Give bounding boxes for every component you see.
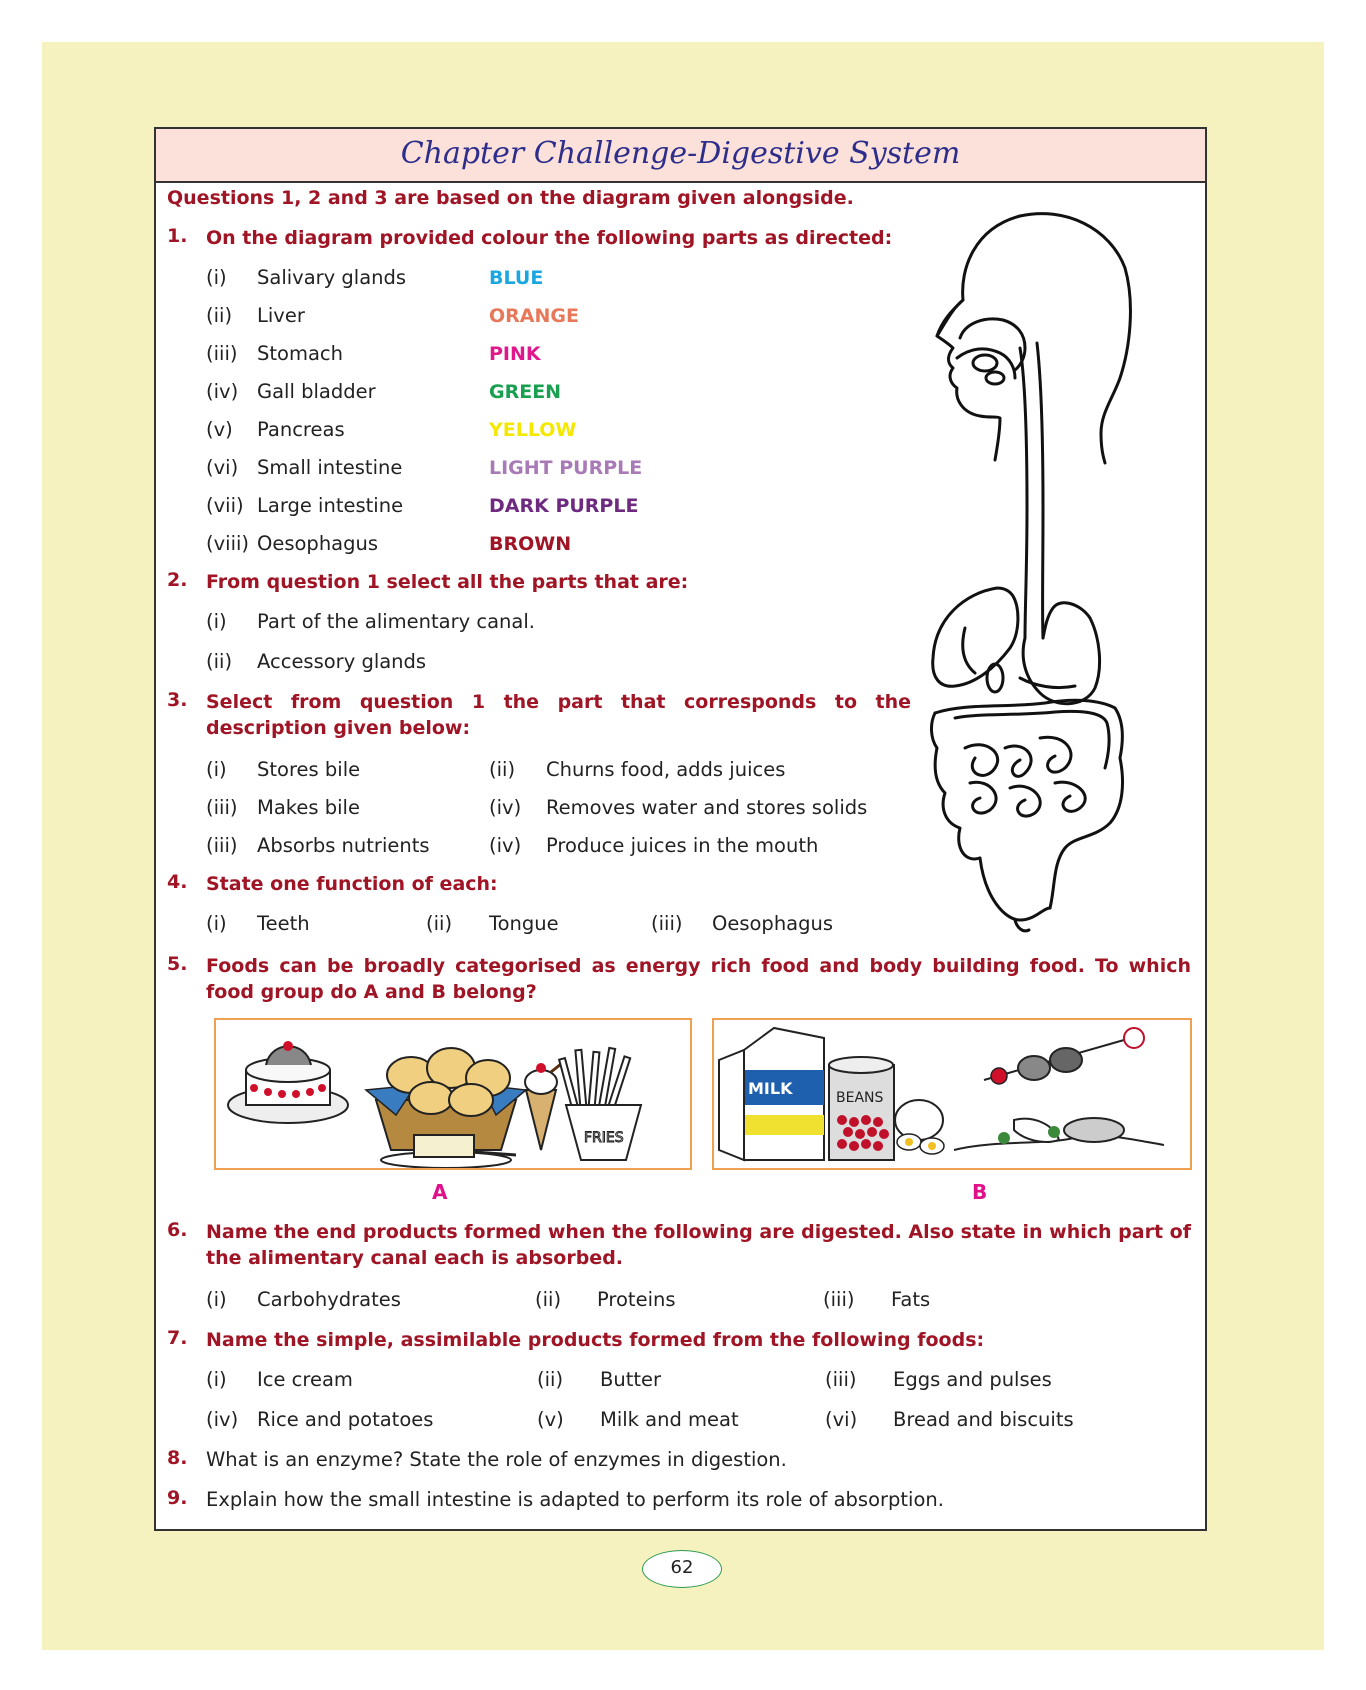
q7-item-text: Butter	[600, 1368, 662, 1391]
q3-text: Select from question 1 the part that corresponds to the description given below:	[206, 691, 911, 739]
ice-cream-cone-illustration	[525, 1060, 566, 1150]
q7-number: 7.	[167, 1327, 188, 1349]
q1-item-part: Salivary glands	[257, 266, 407, 289]
q6-item-text: Carbohydrates	[257, 1288, 401, 1311]
q1-item-number: (iii)	[206, 342, 238, 365]
meat-and-seafood-illustration	[954, 1028, 1164, 1150]
page-number: 62	[642, 1550, 722, 1588]
q7-item-text: Milk and meat	[600, 1408, 739, 1431]
q1-item-part: Large intestine	[257, 494, 404, 517]
q1-item-number: (i)	[206, 266, 227, 289]
q1-item-number: (vi)	[206, 456, 239, 479]
q4-item-number: (i)	[206, 912, 227, 935]
beans-label: BEANS	[836, 1090, 884, 1106]
food-group-a-image	[214, 1018, 692, 1170]
q2-item-text: Accessory glands	[257, 650, 427, 673]
q1-item-colour: BROWN	[489, 533, 572, 555]
energy-food-illustration	[216, 1020, 690, 1168]
q1-item-part: Stomach	[257, 342, 343, 365]
q5-number: 5.	[167, 953, 188, 975]
q1-item-number: (ii)	[206, 304, 233, 327]
q6-item-number: (ii)	[535, 1288, 562, 1311]
q2-number: 2.	[167, 569, 188, 591]
q6-text: Name the end products formed when the following are digested. Also state in which part of the alimentary canal each is absorbed.	[206, 1221, 1191, 1269]
q7-item-text: Bread and biscuits	[893, 1408, 1074, 1431]
q3-number: 3.	[167, 689, 188, 711]
title-bar	[156, 129, 1205, 183]
q4-item-number: (ii)	[426, 912, 453, 935]
body-building-food-illustration	[714, 1020, 1190, 1168]
digestive-system-diagram	[925, 208, 1145, 938]
q4-item-number: (iii)	[651, 912, 683, 935]
small-intestine-coil	[1005, 746, 1031, 776]
salivary-gland	[986, 372, 1004, 384]
q9-number: 9.	[167, 1487, 188, 1509]
q1-item-part: Gall bladder	[257, 380, 376, 403]
q3-number-a: (i)	[206, 758, 227, 781]
q1-item-number: (vii)	[206, 494, 244, 517]
rectum	[980, 858, 1050, 920]
q7-item-number: (vi)	[825, 1408, 858, 1431]
q4-number: 4.	[167, 871, 188, 893]
q7-text: Name the simple, assimilable products formed from the following foods:	[206, 1329, 985, 1351]
eggs-illustration	[895, 1100, 944, 1154]
q1-item-colour: PINK	[489, 343, 541, 365]
q6-item-number: (i)	[206, 1288, 227, 1311]
q7-item-number: (iii)	[825, 1368, 857, 1391]
small-intestine-coil	[1055, 782, 1085, 811]
q1-item-number: (v)	[206, 418, 233, 441]
q3-number-b: (iv)	[489, 834, 522, 857]
q1-item-number: (viii)	[206, 532, 250, 555]
group-a-label: A	[432, 1180, 448, 1204]
q5-text: Foods can be broadly categorised as energy rich food and body building food. To which food group do A and B belong?	[206, 955, 1191, 1003]
bread-basket-illustration	[366, 1048, 526, 1168]
q3-number-a: (iii)	[206, 796, 238, 819]
q1-text: On the diagram provided colour the following parts as directed:	[206, 227, 893, 249]
french-fries-illustration	[559, 1048, 641, 1160]
q1-item-colour: DARK PURPLE	[489, 495, 639, 517]
q3-description-a: Absorbs nutrients	[257, 834, 430, 857]
q9-text: Explain how the small intestine is adapted to perform its role of absorption.	[206, 1488, 944, 1511]
q1-item-colour: BLUE	[489, 267, 544, 289]
q7-item-text: Eggs and pulses	[893, 1368, 1052, 1391]
q4-item-text: Tongue	[489, 912, 559, 935]
small-intestine-coil	[970, 782, 996, 813]
beans-can-illustration	[829, 1057, 894, 1160]
q6-item-text: Fats	[891, 1288, 931, 1311]
oesophagus-left	[1020, 348, 1027, 638]
q6-item-number: (iii)	[823, 1288, 855, 1311]
q1-item-colour: LIGHT PURPLE	[489, 457, 643, 479]
q7-item-number: (ii)	[537, 1368, 564, 1391]
q4-text: State one function of each:	[206, 873, 498, 895]
q4-item-text: Teeth	[257, 912, 310, 935]
mouth-cavity	[960, 319, 1025, 370]
cake-illustration	[228, 1041, 348, 1123]
q2-item-text: Part of the alimentary canal.	[257, 610, 535, 633]
q1-item-number: (iv)	[206, 380, 239, 403]
q7-item-number: (i)	[206, 1368, 227, 1391]
q1-item-colour: ORANGE	[489, 305, 579, 327]
q1-item-colour: GREEN	[489, 381, 562, 403]
q6-item-text: Proteins	[597, 1288, 676, 1311]
q1-number: 1.	[167, 225, 188, 247]
q1-item-part: Pancreas	[257, 418, 345, 441]
large-intestine-ascending	[931, 713, 980, 859]
intro-text: Questions 1, 2 and 3 are based on the diagram given alongside.	[167, 187, 854, 209]
q6-number: 6.	[167, 1219, 188, 1241]
tongue	[957, 349, 1015, 378]
fries-label: FRIES	[584, 1130, 624, 1146]
q2-item-number: (i)	[206, 610, 227, 633]
q3-description-b: Churns food, adds juices	[546, 758, 786, 781]
page-title: Chapter Challenge-Digestive System	[400, 136, 961, 171]
salivary-gland	[973, 355, 997, 371]
q3-number-b: (iv)	[489, 796, 522, 819]
q1-item-colour: YELLOW	[489, 419, 577, 441]
q3-description-a: Stores bile	[257, 758, 361, 781]
face-outline	[937, 300, 1000, 460]
group-b-label: B	[972, 1180, 988, 1204]
oesophagus-right	[1037, 343, 1043, 638]
small-intestine-coil	[1040, 737, 1071, 772]
q4-item-text: Oesophagus	[712, 912, 834, 935]
q1-item-part: Oesophagus	[257, 532, 379, 555]
q1-item-part: Small intestine	[257, 456, 403, 479]
q8-number: 8.	[167, 1447, 188, 1469]
q3-description-b: Removes water and stores solids	[546, 796, 868, 819]
small-intestine-coil	[1010, 786, 1040, 816]
q3-description-b: Produce juices in the mouth	[546, 834, 819, 857]
q7-item-number: (v)	[537, 1408, 564, 1431]
q3-number-b: (ii)	[489, 758, 516, 781]
q7-item-number: (iv)	[206, 1408, 239, 1431]
q2-text: From question 1 select all the parts that are:	[206, 571, 689, 593]
q1-item-part: Liver	[257, 304, 305, 327]
q2-item-number: (ii)	[206, 650, 233, 673]
q3-description-a: Makes bile	[257, 796, 360, 819]
milk-label: MILK	[748, 1079, 793, 1098]
q7-item-text: Rice and potatoes	[257, 1408, 434, 1431]
q8-text: What is an enzyme? State the role of enzymes in digestion.	[206, 1448, 787, 1471]
large-intestine-descending	[1050, 758, 1123, 908]
gall-bladder	[987, 664, 1003, 692]
milk-carton-illustration	[719, 1028, 824, 1160]
small-intestine-coil	[965, 745, 998, 776]
large-intestine-transverse	[935, 700, 1122, 758]
head-outline	[937, 214, 1130, 463]
anus	[1015, 920, 1029, 931]
liver-lobe	[963, 628, 975, 673]
q7-item-text: Ice cream	[257, 1368, 353, 1391]
food-group-b-image	[712, 1018, 1192, 1170]
q3-number-a: (iii)	[206, 834, 238, 857]
